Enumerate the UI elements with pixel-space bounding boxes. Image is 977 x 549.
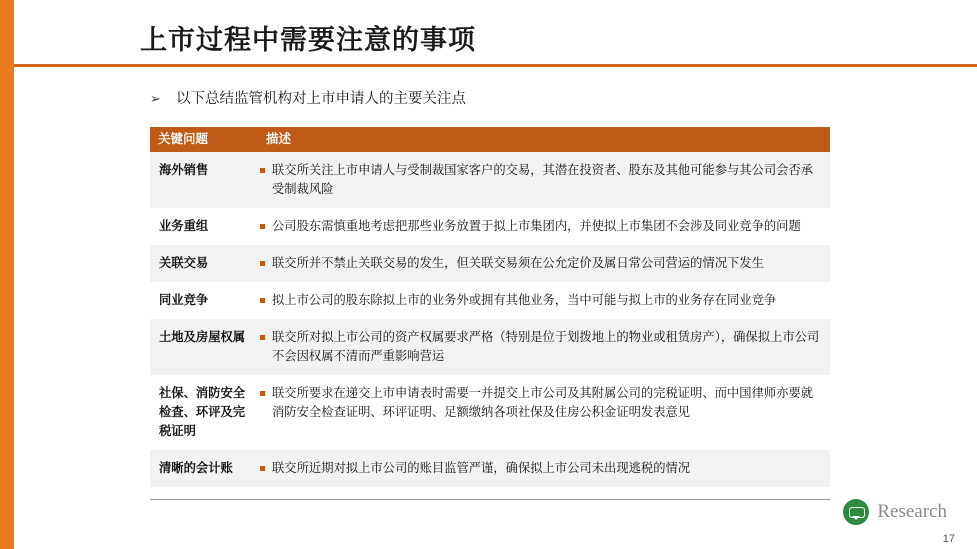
column-header-desc: 描述 [258, 127, 830, 152]
row-key: 关联交易 [150, 245, 258, 282]
row-desc [258, 208, 830, 245]
square-bullet-icon [260, 466, 265, 471]
square-bullet-icon [260, 261, 265, 266]
row-key: 土地及房屋权属 [150, 319, 258, 375]
row-key: 社保、消防安全检查、环评及完税证明 [150, 375, 258, 450]
square-bullet-icon [260, 168, 265, 173]
square-bullet-icon [260, 391, 265, 396]
row-desc [258, 245, 830, 282]
row-desc-text: 联交所要求在递交上市申请表时需要一并提交上市公司及其附属公司的完税证明、而中国律师亦要就消防安全检查证明、环评证明、足额缴纳各项社保及住房公积金证明发表意见 [272, 386, 814, 419]
column-header-key: 关键问题 [150, 127, 258, 152]
row-desc-text: 联交所近期对拟上市公司的账目监管严谨，确保拟上市公司未出现逃税的情况 [272, 461, 691, 475]
square-bullet-icon [260, 224, 265, 229]
row-desc-text: 拟上市公司的股东除拟上市的业务外或拥有其他业务，当中可能与拟上市的业务存在同业竞争 [272, 293, 777, 307]
row-key: 业务重组 [150, 208, 258, 245]
left-accent-bar [0, 0, 14, 549]
table-body [150, 152, 830, 487]
row-key: 清晰的会计账 [150, 450, 258, 487]
table-row [150, 208, 830, 245]
intro-bullet [150, 90, 466, 108]
table-header [150, 127, 830, 152]
research-label: Research [877, 501, 947, 522]
arrow-bullet-icon: ➢ [150, 91, 161, 106]
row-desc-text: 联交所并不禁止关联交易的发生，但关联交易须在公允定价及属日常公司营运的情况下发生 [272, 256, 764, 270]
row-desc-text: 联交所对拟上市公司的资产权属要求严格（特别是位于划拨地上的物业或租赁房产），确保拟上市公司不会因权属不清而严重影响营运 [272, 330, 820, 363]
table-header-row [150, 127, 830, 152]
row-desc [258, 319, 830, 375]
research-watermark [843, 499, 947, 525]
title-divider [14, 64, 977, 67]
table-bottom-divider [150, 499, 830, 500]
row-key: 同业竞争 [150, 282, 258, 319]
row-desc [258, 282, 830, 319]
table-row [150, 319, 830, 375]
square-bullet-icon [260, 335, 265, 340]
table-row [150, 375, 830, 450]
table-row [150, 282, 830, 319]
row-desc-text: 联交所关注上市申请人与受制裁国家客户的交易，其潜在投资者、股东及其他可能参与其公司会否承受制裁风险 [272, 163, 814, 196]
table-row [150, 450, 830, 487]
page-title: 上市过程中需要注意的事项 [140, 25, 476, 55]
row-desc [258, 450, 830, 487]
row-key: 海外销售 [150, 152, 258, 208]
row-desc [258, 375, 830, 450]
intro-text: 以下总结监管机构对上市申请人的主要关注点 [176, 91, 466, 107]
table-row [150, 245, 830, 282]
key-issues-table [150, 127, 830, 487]
row-desc [258, 152, 830, 208]
square-bullet-icon [260, 298, 265, 303]
row-desc-text: 公司股东需慎重地考虑把那些业务放置于拟上市集团内，并使拟上市集团不会涉及同业竞争的问题 [272, 219, 801, 233]
camera-badge-icon [843, 499, 869, 525]
page-number: 17 [942, 533, 955, 545]
table-row [150, 152, 830, 208]
